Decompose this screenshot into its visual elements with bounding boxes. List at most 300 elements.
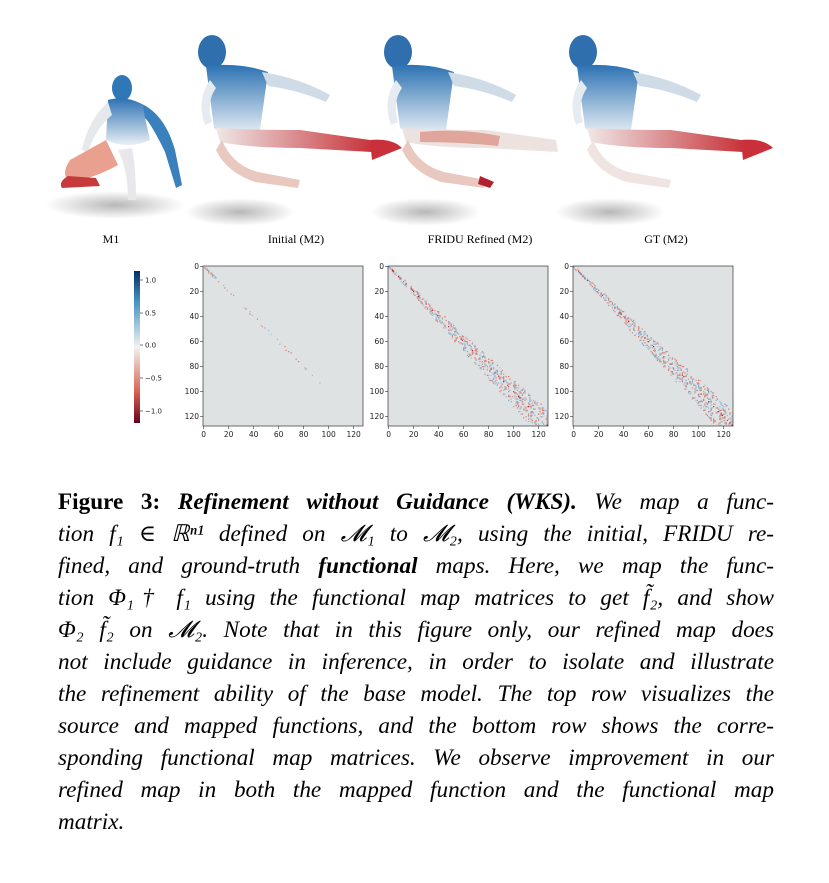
matrix-cell xyxy=(646,345,647,346)
matrix-cell xyxy=(542,410,543,411)
matrix-cell xyxy=(476,350,477,351)
matrix-cell xyxy=(541,404,542,405)
matrix-cell xyxy=(456,331,457,332)
shape-initial xyxy=(185,35,402,226)
matrix-cell xyxy=(679,381,680,382)
matrix-cell xyxy=(623,311,624,312)
matrix-cell xyxy=(613,305,614,306)
matrix-cell xyxy=(717,399,718,400)
matrix-cell xyxy=(469,354,470,355)
matrix-cell xyxy=(521,392,522,393)
matrix-cell xyxy=(711,415,712,416)
matrix-cell xyxy=(513,385,514,386)
matrix-cell xyxy=(448,321,449,322)
matrix-cell xyxy=(492,380,493,381)
matrix-cell xyxy=(436,319,437,320)
matrix-cell xyxy=(492,364,493,365)
matrix-cell xyxy=(463,342,464,343)
matrix-cell xyxy=(599,295,600,296)
x-tick-label: 60 xyxy=(273,430,284,439)
matrix-cell xyxy=(467,341,468,342)
matrix-cell xyxy=(722,415,723,416)
matrix-cell xyxy=(483,369,484,370)
matrix-cell xyxy=(393,270,394,271)
matrix-cell xyxy=(668,366,669,367)
matrix-cell xyxy=(547,422,548,423)
y-tick-label: 100 xyxy=(369,387,384,397)
matrix-cell xyxy=(518,387,519,388)
matrix-cell xyxy=(471,346,472,347)
matrix-cell xyxy=(546,419,547,420)
matrix-cell xyxy=(446,320,447,321)
matrix-cell xyxy=(699,401,700,402)
matrix-cell xyxy=(629,329,630,330)
matrix-cell xyxy=(452,329,453,330)
matrix-cell xyxy=(722,405,723,406)
matrix-cell xyxy=(396,272,397,273)
matrix-cell xyxy=(279,344,280,345)
matrix-cell xyxy=(542,409,543,410)
matrix-cell xyxy=(727,405,728,406)
matrix-cell xyxy=(661,361,662,362)
matrix-cell xyxy=(619,310,620,311)
matrix-cell xyxy=(732,421,733,422)
matrix-cell xyxy=(547,424,548,425)
matrix-cell xyxy=(686,380,687,381)
matrix-cell xyxy=(489,370,490,371)
matrix-cell xyxy=(683,366,684,367)
matrix-cell xyxy=(496,380,497,381)
matrix-cell xyxy=(713,397,714,398)
matrix-cell xyxy=(523,389,524,390)
matrix-cell xyxy=(647,341,648,342)
matrix-cell xyxy=(694,389,695,390)
matrix-cell xyxy=(699,405,700,406)
matrix-cell xyxy=(639,340,640,341)
matrix-cell xyxy=(663,356,664,357)
matrix-cell xyxy=(704,404,705,405)
matrix-cell xyxy=(732,424,733,425)
matrix-cell xyxy=(653,341,654,342)
matrix-cell xyxy=(547,419,548,420)
matrix-cell xyxy=(454,341,455,342)
matrix-cell xyxy=(711,420,712,421)
matrix-cell xyxy=(682,375,683,376)
caption-line: sponding functional map matrices. We observe improvement in our xyxy=(58,745,774,771)
matrix-cell xyxy=(489,362,490,363)
matrix-cell xyxy=(658,344,659,345)
colorbar-tick: −0.5 xyxy=(145,374,162,383)
matrix-cell xyxy=(491,375,492,376)
y-tick-label: 40 xyxy=(374,312,384,322)
matrix-cell xyxy=(679,375,680,376)
matrix-cell xyxy=(418,300,419,301)
matrix-cell xyxy=(526,407,527,408)
matrix-cell xyxy=(518,395,519,396)
matrix-cell xyxy=(628,317,629,318)
matrix-cell xyxy=(698,385,699,386)
matrix-cell xyxy=(617,306,618,307)
matrix-cell xyxy=(536,424,537,425)
matrix-cell xyxy=(531,400,532,401)
matrix-cell xyxy=(732,422,733,423)
matrix-cell xyxy=(519,411,520,412)
matrix-cell xyxy=(687,370,688,371)
matrix-cell xyxy=(662,349,663,350)
matrix-cell xyxy=(651,339,652,340)
matrix-cell xyxy=(494,372,495,373)
matrix-cell xyxy=(584,279,585,280)
matrix-cell xyxy=(713,419,714,420)
matrix-cell xyxy=(689,382,690,383)
matrix-cell xyxy=(479,367,480,368)
matrix-cell xyxy=(638,334,639,335)
matrix-cell xyxy=(494,384,495,385)
matrix-cell xyxy=(431,311,432,312)
matrix-cell xyxy=(304,367,305,368)
matrix-cell xyxy=(484,360,485,361)
matrix-cell xyxy=(628,320,629,321)
matrix-cell xyxy=(494,375,495,376)
matrix-cell xyxy=(486,361,487,362)
matrix-cell xyxy=(683,376,684,377)
matrix-cell xyxy=(596,289,597,290)
matrix-cell xyxy=(726,412,727,413)
matrix-cell xyxy=(224,287,225,288)
matrix-cell xyxy=(723,417,724,418)
matrix-cell xyxy=(711,417,712,418)
matrix-cell xyxy=(538,414,539,415)
matrix-cell xyxy=(497,365,498,366)
matrix-cell xyxy=(648,339,649,340)
matrix-cell xyxy=(717,407,718,408)
matrix-cell xyxy=(531,416,532,417)
matrix-cell xyxy=(438,317,439,318)
matrix-cell xyxy=(662,350,663,351)
matrix-cell xyxy=(578,271,579,272)
matrix-cell xyxy=(697,390,698,391)
matrix-cell xyxy=(677,364,678,365)
matrix-cell xyxy=(592,286,593,287)
caption-line: matrix. xyxy=(58,809,125,835)
matrix-cell xyxy=(526,416,527,417)
matrix-cell xyxy=(703,406,704,407)
matrix-cell xyxy=(476,352,477,353)
matrix-cell xyxy=(711,407,712,408)
matrix-cell xyxy=(436,317,437,318)
matrix-cell xyxy=(724,422,725,423)
matrix-cell xyxy=(644,331,645,332)
matrix-cell xyxy=(513,391,514,392)
matrix-cell xyxy=(509,390,510,391)
matrix-cell xyxy=(463,347,464,348)
matrix-cell xyxy=(632,332,633,333)
matrix-cell xyxy=(727,415,728,416)
matrix-cell xyxy=(516,387,517,388)
matrix-cell xyxy=(438,315,439,316)
matrix-cell xyxy=(211,274,212,275)
matrix-cell xyxy=(648,349,649,350)
matrix-cell xyxy=(547,415,548,416)
matrix-cell xyxy=(442,317,443,318)
matrix-cell xyxy=(711,401,712,402)
matrix-cell xyxy=(652,345,653,346)
matrix-cell xyxy=(724,420,725,421)
matrix-cell xyxy=(291,352,292,353)
matrix-cell xyxy=(728,409,729,410)
matrix-cell xyxy=(704,396,705,397)
matrix-cell xyxy=(673,367,674,368)
matrix-cell xyxy=(536,421,537,422)
matrix-cell xyxy=(719,406,720,407)
matrix-cell xyxy=(487,375,488,376)
matrix-cell xyxy=(713,395,714,396)
matrix-cell xyxy=(657,342,658,343)
matrix-cell xyxy=(716,396,717,397)
matrix-cell xyxy=(707,415,708,416)
matrix-cell xyxy=(488,361,489,362)
matrix-cell xyxy=(658,356,659,357)
matrix-panel-refined xyxy=(370,262,548,439)
matrix-cell xyxy=(711,419,712,420)
matrix-cell xyxy=(664,365,665,366)
matrix-cell xyxy=(683,384,684,385)
colorbar-tick: 0.0 xyxy=(145,341,157,350)
matrix-cell xyxy=(468,345,469,346)
matrix-cell xyxy=(638,330,639,331)
matrix-cell xyxy=(458,341,459,342)
matrix-cell xyxy=(583,275,584,276)
matrix-cell xyxy=(676,361,677,362)
matrix-cell xyxy=(682,379,683,380)
matrix-cell xyxy=(499,387,500,388)
matrix-cell xyxy=(523,409,524,410)
matrix-cell xyxy=(648,346,649,347)
matrix-cell xyxy=(711,414,712,415)
matrix-cell xyxy=(643,340,644,341)
matrix-cell xyxy=(709,417,710,418)
matrix-cell xyxy=(688,391,689,392)
matrix-cell xyxy=(712,392,713,393)
matrix-cell xyxy=(464,346,465,347)
matrix-cell xyxy=(677,367,678,368)
matrix-cell xyxy=(642,329,643,330)
matrix-cell xyxy=(509,395,510,396)
matrix-cell xyxy=(681,379,682,380)
matrix-cell xyxy=(672,367,673,368)
matrix-cell xyxy=(509,384,510,385)
matrix-cell xyxy=(663,357,664,358)
matrix-cell xyxy=(523,392,524,393)
x-tick-label: 0 xyxy=(386,430,392,439)
matrix-cell xyxy=(516,401,517,402)
matrix-cell xyxy=(261,325,262,326)
matrix-cell xyxy=(484,366,485,367)
matrix-cell xyxy=(249,314,250,315)
matrix-cell xyxy=(597,289,598,290)
matrix-cell xyxy=(466,347,467,348)
matrix-cell xyxy=(529,400,530,401)
matrix-cell xyxy=(619,311,620,312)
matrix-cell xyxy=(449,322,450,323)
matrix-cell xyxy=(659,346,660,347)
matrix-cell xyxy=(631,319,632,320)
matrix-cell xyxy=(691,377,692,378)
matrix-cell xyxy=(501,376,502,377)
matrix-cell xyxy=(687,384,688,385)
matrix-cell xyxy=(543,407,544,408)
matrix-cell xyxy=(597,292,598,293)
matrix-cell xyxy=(671,375,672,376)
matrix-cell xyxy=(721,419,722,420)
matrix-cell xyxy=(719,401,720,402)
matrix-cell xyxy=(674,362,675,363)
matrix-cell xyxy=(516,392,517,393)
matrix-cell xyxy=(647,335,648,336)
matrix-cell xyxy=(448,324,449,325)
matrix-cell xyxy=(298,361,299,362)
matrix-cell xyxy=(208,272,209,273)
matrix-cell xyxy=(264,327,265,328)
matrix-cell xyxy=(729,424,730,425)
matrix-cell xyxy=(486,365,487,366)
matrix-cell xyxy=(523,417,524,418)
matrix-cell xyxy=(454,340,455,341)
matrix-cell xyxy=(664,362,665,363)
matrix-cell xyxy=(634,335,635,336)
matrix-cell xyxy=(521,400,522,401)
matrix-cell xyxy=(489,366,490,367)
matrix-cell xyxy=(461,337,462,338)
matrix-cell xyxy=(451,326,452,327)
matrix-cell xyxy=(467,342,468,343)
matrix-cell xyxy=(482,357,483,358)
matrix-cell xyxy=(679,374,680,375)
matrix-cell xyxy=(533,412,534,413)
matrix-cell xyxy=(707,402,708,403)
matrix-cell xyxy=(427,307,428,308)
matrix-cell xyxy=(437,320,438,321)
matrix-cell xyxy=(722,417,723,418)
matrix-cell xyxy=(419,297,420,298)
matrix-cell xyxy=(723,410,724,411)
matrix-cell xyxy=(639,332,640,333)
matrix-cell xyxy=(428,304,429,305)
matrix-cell xyxy=(657,360,658,361)
matrix-cell xyxy=(392,271,393,272)
matrix-cell xyxy=(449,332,450,333)
x-tick-label: 60 xyxy=(458,430,469,439)
matrix-cell xyxy=(538,424,539,425)
matrix-cell xyxy=(503,377,504,378)
matrix-cell xyxy=(531,421,532,422)
matrix-cell xyxy=(686,376,687,377)
matrix-cell xyxy=(418,295,419,296)
matrix-cell xyxy=(614,304,615,305)
matrix-cell xyxy=(654,349,655,350)
matrix-cell xyxy=(692,399,693,400)
matrix-cell xyxy=(212,275,213,276)
matrix-cell xyxy=(509,379,510,380)
matrix-cell xyxy=(482,364,483,365)
matrix-cell xyxy=(412,289,413,290)
matrix-cell xyxy=(573,267,574,268)
matrix-cell xyxy=(538,407,539,408)
matrix-cell xyxy=(501,382,502,383)
matrix-cell xyxy=(492,360,493,361)
matrix-cell xyxy=(524,392,525,393)
matrix-cell xyxy=(431,307,432,308)
matrix-cell xyxy=(528,394,529,395)
matrix-cell xyxy=(711,402,712,403)
matrix-cell xyxy=(472,352,473,353)
matrix-cell xyxy=(634,322,635,323)
matrix-cell xyxy=(632,321,633,322)
matrix-cell xyxy=(722,421,723,422)
matrix-cell xyxy=(618,312,619,313)
matrix-cell xyxy=(659,359,660,360)
matrix-cell xyxy=(682,374,683,375)
matrix-cell xyxy=(484,374,485,375)
matrix-cell xyxy=(524,390,525,391)
matrix-cell xyxy=(701,405,702,406)
matrix-cell xyxy=(406,286,407,287)
matrix-cell xyxy=(482,361,483,362)
matrix-cell xyxy=(419,295,420,296)
x-tick-label: 100 xyxy=(691,430,706,439)
matrix-cell xyxy=(677,377,678,378)
matrix-cell xyxy=(723,409,724,410)
matrix-cell xyxy=(511,399,512,400)
matrix-cell xyxy=(594,286,595,287)
matrix-cell xyxy=(704,389,705,390)
matrix-cell xyxy=(684,382,685,383)
matrix-cell xyxy=(719,422,720,423)
matrix-cell xyxy=(457,337,458,338)
y-tick-label: 120 xyxy=(184,412,199,422)
matrix-cell xyxy=(629,330,630,331)
matrix-cell xyxy=(716,412,717,413)
matrix-cell xyxy=(709,411,710,412)
matrix-panel-gt xyxy=(555,262,733,439)
matrix-cell xyxy=(662,357,663,358)
matrix-cell xyxy=(513,406,514,407)
matrix-cell xyxy=(656,355,657,356)
matrix-cell xyxy=(459,336,460,337)
matrix-cell xyxy=(528,419,529,420)
matrix-cell xyxy=(529,406,530,407)
matrix-cell xyxy=(417,294,418,295)
matrix-cell xyxy=(451,325,452,326)
matrix-cell xyxy=(588,280,589,281)
matrix-cell xyxy=(411,286,412,287)
matrix-cell xyxy=(453,334,454,335)
matrix-cell xyxy=(436,320,437,321)
matrix-cell xyxy=(604,299,605,300)
matrix-cell xyxy=(591,285,592,286)
caption-line: the refinement ability of the base model. The top row visualizes the xyxy=(58,681,774,707)
matrix-cell xyxy=(634,325,635,326)
matrix-cell xyxy=(438,311,439,312)
matrix-cell xyxy=(474,362,475,363)
matrix-cell xyxy=(619,312,620,313)
y-tick-label: 80 xyxy=(189,362,199,372)
matrix-cell xyxy=(663,366,664,367)
matrix-cell xyxy=(672,359,673,360)
matrix-cell xyxy=(509,396,510,397)
caption-line: fined, and ground-truth functional maps. Here, we map the func- xyxy=(58,553,775,579)
matrix-cell xyxy=(249,311,250,312)
